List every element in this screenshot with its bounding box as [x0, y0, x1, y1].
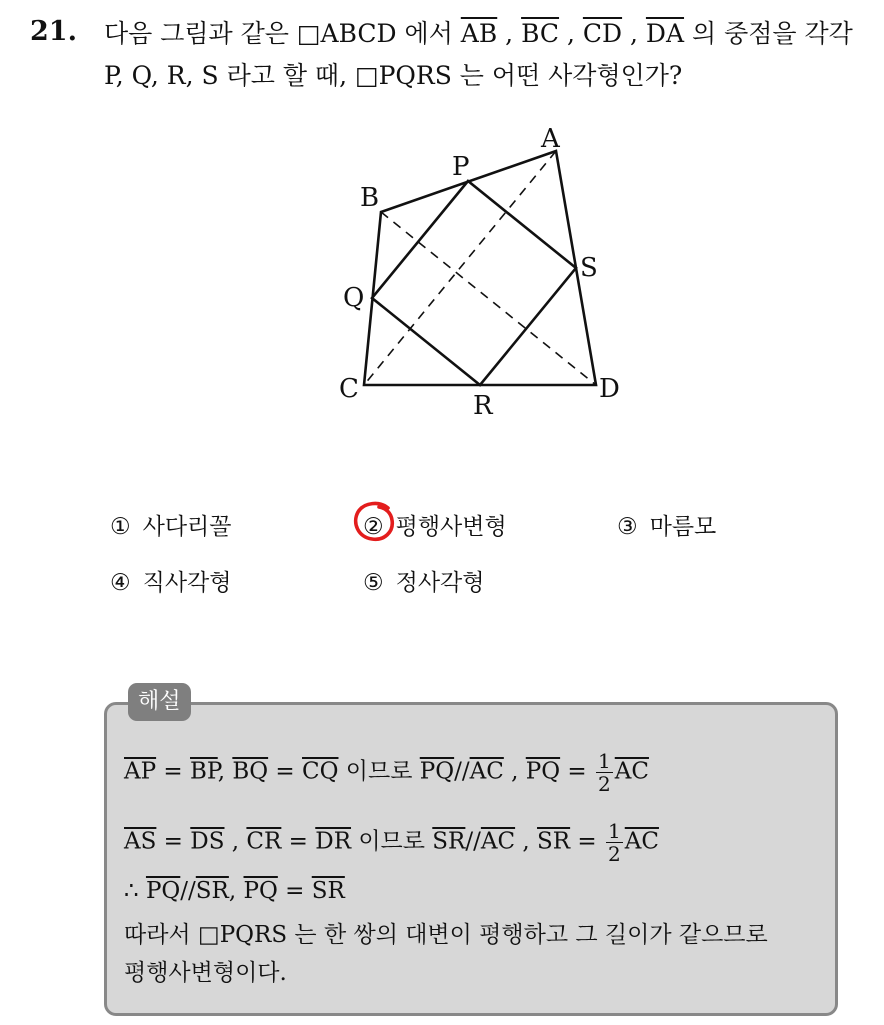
label-q: Q [343, 283, 365, 313]
solution-line-2 [124, 820, 659, 865]
seg-ac: $\overline{AC}$ [614, 758, 649, 785]
segment-cd: $\overline{CD}$ [582, 19, 623, 48]
seg-ac: $\overline{AC}$ [480, 828, 516, 855]
seg-ac: $\overline{AC}$ [624, 828, 659, 855]
segment-ab: $\overline{AB}$ [460, 19, 498, 48]
question-intro: 다음 그림과 같은 [104, 19, 297, 48]
fraction-half [596, 750, 613, 795]
seg-ap: $\overline{AP}$ [124, 758, 157, 785]
seg-pq: $\overline{PQ}$ [145, 878, 181, 904]
label-d: D [599, 374, 620, 404]
label-b: B [360, 183, 380, 213]
choice-3-number: ③ [617, 514, 638, 540]
seg-pq: $\overline{PQ}$ [525, 758, 561, 785]
seg-sr: $\overline{SR}$ [195, 878, 229, 904]
equals: = [156, 828, 191, 855]
seg-ac: $\overline{AC}$ [469, 758, 504, 785]
seg-pq: $\overline{PQ}$ [419, 758, 455, 785]
choice-3[interactable] [617, 508, 716, 541]
separator: , [515, 828, 538, 855]
segment-da: $\overline{DA}$ [645, 19, 685, 48]
seg-sr: $\overline{SR}$ [432, 828, 466, 855]
solution-word: 이므로 [338, 758, 420, 785]
fraction-numerator: 1 [608, 819, 621, 843]
solution-word: 이므로 [351, 828, 433, 855]
choice-5-text: 정사각형 [395, 570, 485, 596]
seg-sr: $\overline{SR}$ [311, 878, 345, 904]
segment-bc: $\overline{BC}$ [521, 19, 560, 48]
parallel-symbol: // [180, 878, 196, 904]
separator: , [503, 758, 526, 785]
seg-sr: $\overline{SR}$ [537, 828, 571, 855]
seg-bp: $\overline{BP}$ [190, 758, 218, 785]
solution-line-1 [124, 750, 649, 795]
seg-cr: $\overline{CR}$ [246, 828, 282, 855]
quad-abcd-outline [364, 151, 596, 385]
diagonal-ac [364, 151, 556, 385]
question-line-2: P, Q, R, S 라고 할 때, □PQRS 는 어떤 사각형인가? [104, 61, 683, 90]
seg-as: $\overline{AS}$ [124, 828, 157, 855]
fraction-denominator: 2 [608, 842, 621, 866]
fraction-half [606, 820, 623, 865]
fraction-numerator: 1 [598, 749, 611, 773]
equals: = [156, 758, 190, 785]
quad-abcd: □ABCD [296, 19, 397, 48]
solution-line-3 [124, 878, 345, 904]
label-p: P [452, 152, 470, 182]
choice-1[interactable] [110, 508, 232, 541]
label-r: R [473, 391, 493, 421]
parallel-symbol: // [465, 828, 481, 855]
fraction-denominator: 2 [598, 772, 611, 796]
choice-4-number: ④ [110, 570, 131, 596]
question-text: 에서 [396, 19, 461, 48]
question-line-1 [104, 14, 853, 50]
question-text: 의 중점을 각각 [684, 19, 853, 48]
solution-line-4: 따라서 □PQRS 는 한 쌍의 대변이 평행하고 그 길이가 같으므로 [124, 922, 768, 948]
seg-bq: $\overline{BQ}$ [232, 758, 269, 785]
choice-2-text: 평행사변형 [395, 514, 507, 540]
question-number: 21. [30, 16, 77, 47]
separator: , [497, 19, 522, 48]
seg-ds: $\overline{DS}$ [190, 828, 225, 855]
seg-cq: $\overline{CQ}$ [302, 758, 339, 785]
seg-dr: $\overline{DR}$ [315, 828, 352, 855]
equals: = [570, 828, 605, 855]
choice-5-number: ⑤ [363, 570, 384, 596]
equals: = [277, 878, 312, 904]
quad-pqrs-outline [372, 181, 576, 385]
separator: , [224, 828, 247, 855]
label-c: C [339, 374, 359, 404]
choice-1-number: ① [110, 514, 131, 540]
seg-pq: $\overline{PQ}$ [243, 878, 278, 904]
answer-circle-mark [352, 500, 398, 544]
parallel-symbol: // [454, 758, 470, 785]
choice-4[interactable] [110, 564, 232, 597]
choice-3-text: 마름모 [649, 514, 717, 540]
label-a: A [541, 124, 560, 154]
equals: = [560, 758, 595, 785]
therefore-symbol: ∴ [124, 878, 146, 904]
separator: , [622, 19, 646, 48]
choice-2-number: ② [363, 514, 384, 540]
solution-tag: 해설 [128, 683, 191, 721]
separator: , [559, 19, 583, 48]
equals: = [268, 758, 303, 785]
choice-1-text: 사다리꼴 [142, 514, 232, 540]
choice-5[interactable] [363, 564, 485, 597]
label-s: S [580, 253, 598, 283]
separator: , [228, 878, 244, 904]
diagonal-bd [381, 212, 596, 385]
quadrilateral-figure [300, 110, 640, 430]
solution-line-5: 평행사변형이다. [124, 960, 287, 986]
equals: = [281, 828, 316, 855]
choice-4-text: 직사각형 [142, 570, 232, 596]
separator: , [217, 758, 233, 785]
